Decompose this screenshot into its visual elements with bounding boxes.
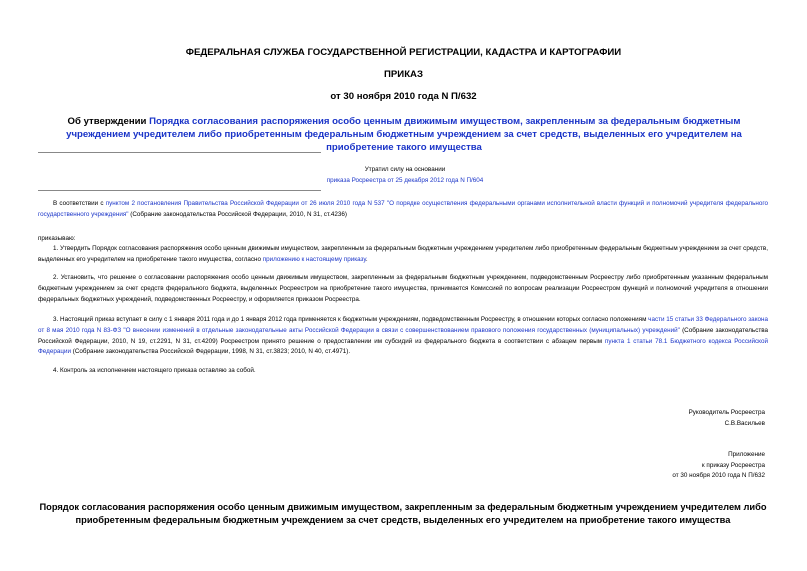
appendix-line-2: к приказу Росреестра <box>701 461 765 469</box>
signature-name: С.В.Васильев <box>724 419 765 427</box>
preamble-paragraph <box>38 199 768 221</box>
agency-heading: ФЕДЕРАЛЬНАЯ СЛУЖБА ГОСУДАРСТВЕННОЙ РЕГИСТРАЦИИ, КАДАСТРА И КАРТОГРАФИИ <box>185 47 622 58</box>
doc-type-heading: ПРИКАЗ <box>384 69 423 80</box>
divider-top <box>38 152 321 153</box>
title-link[interactable]: Порядка согласования распоряжения особо ценным движимым имуществом, закрепленным за федеральным бюджетным учреждением учредителем либо приобретенным федеральным бюджетным учреждением за счет средств, выделенных его учредителем на приобретение такого имущества <box>66 116 742 153</box>
divider-bottom <box>38 190 321 191</box>
paragraph-4: 4. Контроль за исполнением настоящего приказа оставляю за собой. <box>53 367 256 374</box>
preamble-text-2: (Собрание законодательства Российской Федерации, 2010, N 31, ст.4236) <box>128 210 347 218</box>
lost-force-link[interactable]: приказа Росреестра от 25 декабря 2012 года N П/604 <box>326 177 484 184</box>
p3-text-2: (Собрание законодательства Российской Федерации, 2010, N 19, ст.2291, N 31, ст.4209) Росреестром принято решение о предоставлении им субсидий из федерального бюджета в соответствии с абзацем первым <box>38 326 768 345</box>
document-title <box>48 115 760 154</box>
preamble-text-1: В соответствии с <box>53 200 106 207</box>
preamble-link[interactable]: пунктом 2 постановления Правительства Российской Федерации от 26 июля 2010 года N 537 "О порядке осуществления федеральными органами исполнительной власти функций и полномочий учредителя федерального государственного учреждения" <box>38 200 768 218</box>
p3-text-1: 3. Настоящий приказ вступает в силу с 1 января 2011 года и до 1 января 2012 года применяется к бюджетным учреждениям, подведомственным Росреестру, в отношении которых согласно положениям <box>53 316 649 323</box>
appendix-title: Порядок согласования распоряжения особо ценным движимым имуществом, закрепленным за федеральным бюджетным учреждением учредителем либо приобретенным федеральным бюджетным учреждением за счет средств, выделенных его учредителем на приобретение такого имущества <box>39 502 767 525</box>
p1-text-1: 1. Утвердить Порядок согласования распоряжения особо ценным движимым имуществом, закрепленным за федеральным бюджетным учреждением учредителем либо приобретенным федеральным бюджетным учреждением за счет средств, выделенных его учредителем на приобретение такого имущества, согласно <box>38 245 768 263</box>
paragraph-3 <box>38 315 768 358</box>
lost-force-text: Утратил силу на основании <box>364 166 446 173</box>
doc-date-number: от 30 ноября 2010 года N П/632 <box>330 91 477 102</box>
title-prefix: Об утверждении <box>67 116 150 127</box>
appendix-reference <box>672 450 765 482</box>
p1-appendix-link[interactable]: приложению к настоящему приказу <box>262 255 366 263</box>
order-word: приказываю: <box>38 235 76 242</box>
appendix-line-3: от 30 ноября 2010 года N П/632 <box>672 472 765 479</box>
p3-budget-code-link[interactable]: пункта 1 статьи 78.1 Бюджетного кодекса Российской Федерации <box>38 337 768 356</box>
signature-position: Руководитель Росреестра <box>688 409 765 416</box>
signature-block <box>689 408 765 429</box>
paragraph-1 <box>38 244 768 266</box>
p3-text-3: (Собрание законодательства Российской Федерации, 1998, N 31, ст.3823; 2010, N 40, ст.4971). <box>70 348 351 356</box>
paragraph-2: 2. Установить, что решение о согласовании распоряжения особо ценным движимым имуществом, закрепленным за федеральным бюджетным учреждением, подведомственным Росреестру либо приобретенным указанным федеральным бюджетным учреждением за счет средств федерального бюджета, выделенных Росреестром на приобретение такого имущества, принимается Комиссией по вопросам реализации Росреестром функций и полномочий учредителя в отношении федеральных бюджетных учреждений, подведомственных Росреестру, и оформляется приказом Росреестра. <box>38 274 768 303</box>
p3-law-link[interactable]: части 15 статьи 33 Федерального закона от 8 мая 2010 года N 83-ФЗ "О внесении изменений в отдельные законодательные акты Российской Федерации в связи с совершенствованием правового положения государственных (муниципальных) учреждений" <box>38 316 768 334</box>
lost-force-note <box>290 164 520 186</box>
p1-text-2: . <box>365 255 368 263</box>
appendix-line-1: Приложение <box>728 451 765 458</box>
